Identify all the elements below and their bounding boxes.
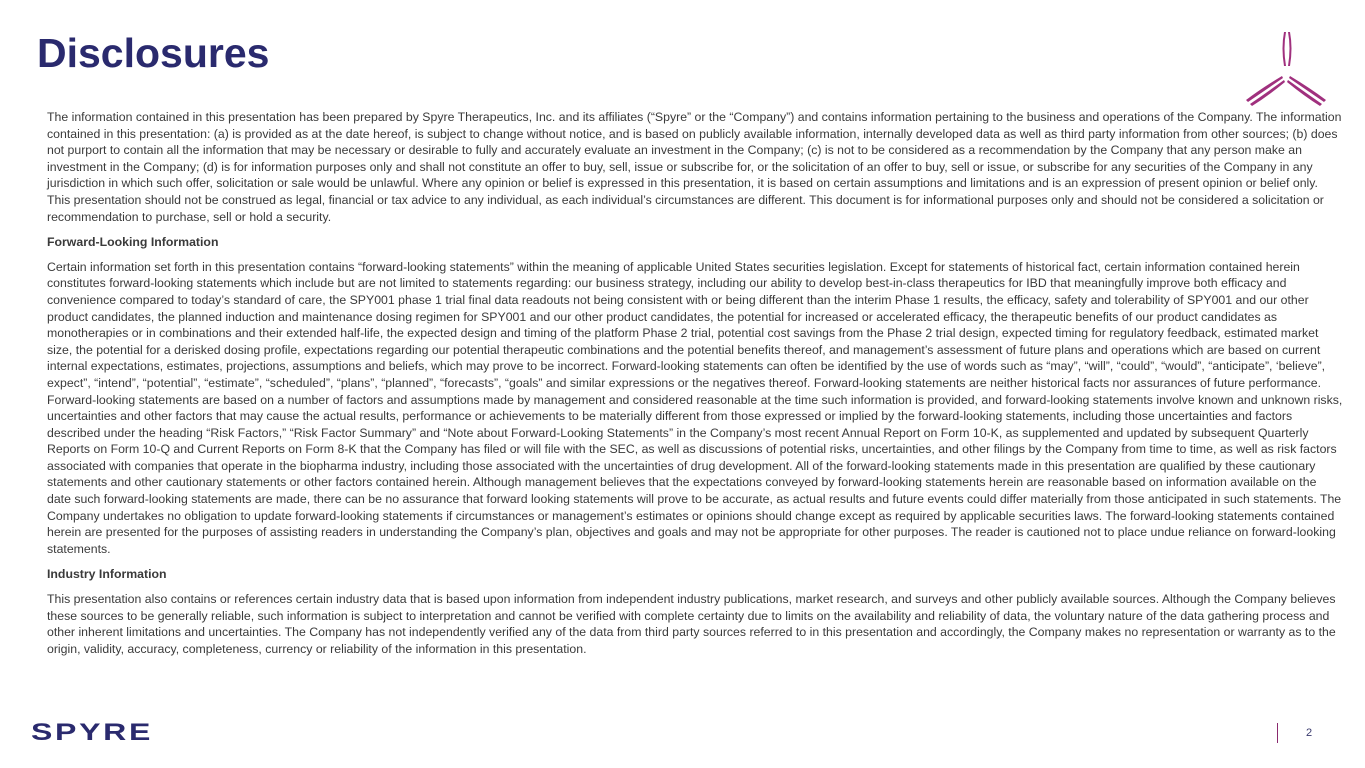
forward-looking-paragraph: Certain information set forth in this presentation contains “forward-looking statements” within the meaning of applicable United States securities legislation. Except for statements of historical fact, certain information contained herein constitutes forward-looking statements which include but are not limited to statements regarding: our business strategy, including our ability to develop best-in-class therapeutics for IBD that meaningfully improve both efficacy and convenience compared to today’s standard of care, the SPY001 phase 1 trial final data readouts not being consistent with or being different than the interim Phase 1 results, the efficacy, safety and tolerability of SPY001 and our other product candidates, the planned induction and maintenance dosing regimen for SPY001 and our other product candidates, the potential for increased or accelerated efficacy, the therapeutic benefits of our product candidates as monotherapies or in combinations and their extended half-life, the expected design and timing of the platform Phase 2 trial, potential cost savings from the Phase 2 trial design, expected timing for regulatory feedback, estimated market size, the potential for a derisked dosing profile, expectations regarding our potential therapeutic combinations and the potential benefits thereof, and management’s assessment of future plans and operations which are based on current internal expectations, estimates, projections, assumptions and beliefs, which may prove to be incorrect. Forward-looking statements can often be identified by the use of words such as “may”, “will”, “could”, “would”, “anticipate”, ‘believe”, expect”, “intend”, “potential”, “estimate”, “scheduled”, “plans”, “planned”, “forecasts”, “goals” and similar expressions or the negatives thereof. Forward-looking statements are neither historical facts nor assurances of future performance. Forward-looking statements are based on a number of factors and assumptions made by management and considered reasonable at the time such information is provided, and forward-looking statements involve known and unknown risks, uncertainties and other factors that may cause the actual results, performance or achievements to be materially different from those expressed or implied by the forward-looking statements, including those uncertainties and factors described under the heading “Risk Factors,” “Risk Factor Summary” and “Note about Forward-Looking Statements” in the Company’s most recent Annual Report on Form 10-K, as supplemented and updated by subsequent Quarterly Reports on Form 10-Q and Current Reports on Form 8-K that the Company has filed or will file with the SEC, as well as discussions of potential risks, uncertainties, and other filings by the Company from time to time, as well as risk factors associated with companies that operate in the biopharma industry, including those associated with the uncertainties of drug development. All of the forward-looking statements made in this presentation are qualified by these cautionary statements and other cautionary statements or other factors contained herein. Although management believes that the expectations conveyed by forward-looking statements herein are reasonable based on information available on the date such forward-looking statements are made, there can be no assurance that forward looking statements will prove to be accurate, as actual results and future events could differ materially from those anticipated in such statements. The Company undertakes no obligation to update forward-looking statements if circumstances or management’s estimates or opinions should change except as required by applicable securities laws. The forward-looking statements contained herein are presented for the purposes of assisting readers in understanding the Company’s plan, objectives and goals and may not be appropriate for other purposes. The reader is cautioned not to place undue reliance on forward-looking statements. <box>47 259 1343 556</box>
forward-looking-heading: Forward-Looking Information <box>47 235 219 250</box>
page-number: 2 <box>1306 727 1313 739</box>
footer-divider <box>1277 723 1278 743</box>
page-title: Disclosures <box>37 30 270 76</box>
industry-paragraph: This presentation also contains or references certain industry data that is based upon information from independent industry publications, market research, and surveys and other publicly available sources. Although the Company believes these sources to be generally reliable, such information is subject to interpretation and cannot be verified with complete certainty due to limits on the availability and reliability of data, the voluntary nature of the data gathering process and other inherent limitations and uncertainties. The Company has not independently verified any of the data from third party sources referred to in this presentation and accordingly, the Company makes no representation or warranty as to the origin, validity, accuracy, completeness, currency or reliability of the information in this presentation. <box>47 592 1336 656</box>
disclosure-body <box>47 109 1343 657</box>
industry-heading: Industry Information <box>47 567 167 582</box>
footer-brand-text: SPYRE <box>31 721 153 743</box>
spyre-wordmark-logo <box>31 721 155 743</box>
tri-blade-logo-icon <box>1240 30 1332 106</box>
intro-paragraph: The information contained in this presentation has been prepared by Spyre Therapeutics, Inc. and its affiliates (“Spyre” or the “Company”) and contains information pertaining to the business and operations of the Company. The information contained in this presentation: (a) is provided as at the date hereof, is subject to change without notice, and is based on publicly available information, internally developed data as well as third party information from other sources; (b) does not purport to contain all the information that may be necessary or desirable to fully and accurately evaluate an investment in the Company; (c) is not to be considered as a recommendation by the Company that any person make an investment in the Company; (d) is for information purposes only and shall not constitute an offer to buy, sell, issue or subscribe for, or the solicitation of an offer to buy, sell or issue, or subscribe for any securities of the Company in any jurisdiction in which such offer, solicitation or sale would be unlawful. Where any opinion or belief is expressed in this presentation, it is based on certain assumptions and limitations and is an expression of present opinion or belief only. This presentation should not be construed as legal, financial or tax advice to any individual, as each individual’s circumstances are different. This document is for informational purposes only and should not be considered a solicitation or recommendation to purchase, sell or hold a security. <box>47 110 1342 224</box>
